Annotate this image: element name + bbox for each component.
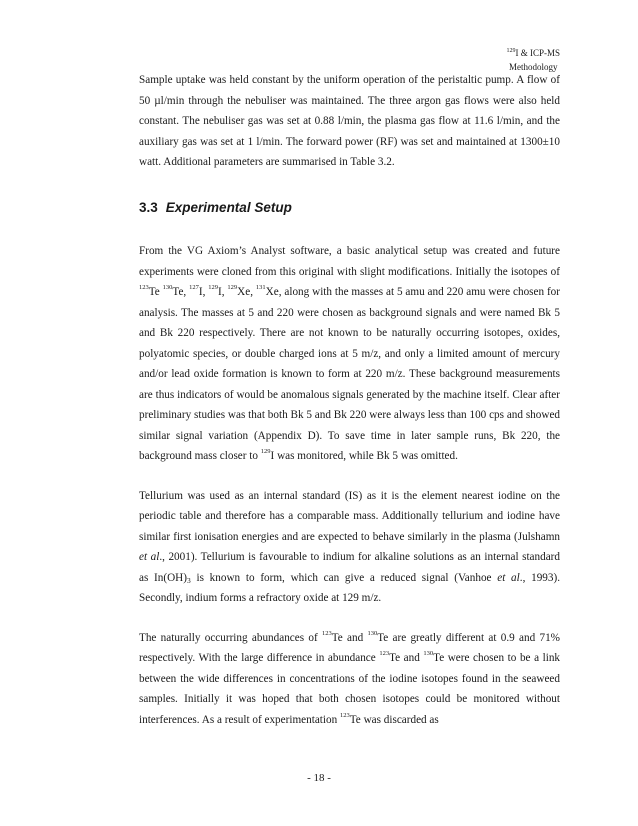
intro-paragraph: Sample uptake was held constant by the uniform operation of the peristaltic pump. A flow of 50 µl/min through the nebuliser was maintained. The three argon gas flows were also held constant. The nebuliser gas was set at 0.88 l/min, the plasma gas flow at 11.6 l/min, and the auxiliary gas was set at 1 l/min. The forward power (RF) was set and maintained at 1300±10 watt. Additional parameters are summarised in Table 3.2. [139,74,560,168]
page-number: - 18 - [307,772,331,784]
header-line-2: Methodology [508,62,558,72]
tellurium-paragraph: Tellurium was used as an internal standard (IS) as it is the element nearest iodine on the periodic table and therefore has a comparable mass. Additionally tellurium and iodine have similar first ionisation energies and are expected to behave similarly in the plasma (Julshamn et al., 2001). Tellurium is favourable to indium for alkaline solutions as an internal standard as $In(OH)_3$ is known to form, which can give a reduced signal (Vanhoe et al., 1993). Secondly, indium forms a refractory oxide at 129 m/z. [139,489,560,604]
header-line-1: $^{129}$I & ICP-MS [506,48,560,58]
intro-paragraph-block [139,70,560,192]
section-number: 3.3 [139,200,158,215]
section-title: Experimental Setup [165,200,292,215]
abundance-paragraph: The naturally occurring abundances of $^{123}$Te and $^{130}$Te are greatly different at 0.9 and 71% respectively. With the large difference in abundance $^{123}$Te and $^{130}$Te were chosen to be a link between the wide differences in concentrations of the iodine isotopes found in the seaweed samples. Initially it was hoped that both chosen isotopes could be monitored without interferences. As a result of experimentation $^{123}$Te was discarded as [139,629,561,726]
section-body [139,241,560,749]
setup-paragraph: From the VG Axiom’s Analyst software, a basic analytical setup was created and future experiments were cloned from this original with slight modifications. Initially the isotopes of $^{123}$Te $^{130}$Te, $^{127}$I, $^{129}$I, $^{129}$Xe, $^{131}$Xe, along with the masses at 5 amu and 220 amu were chosen for analysis. The masses at 5 and 220 were chosen as background signals and were named Bk 5 and Bk 220 respectively. There are not known to be naturally occurring isotopes, oxides, polyatomic species, or double charged ions at 5 m/z, and only a limited amount of mercury and/or lead oxide formation is known to form at 220 m/z. These background measurements are thus indicators of would be anomalous signals generated by the machine itself. Clear after preliminary studies was that both Bk 5 and Bk 220 were always less than 100 cps and showed similar signal variation (Appendix D). To save time in later sample runs, Bk 220, the background mass closer to $^{129}$I was monitored, while Bk 5 was omitted. [139,245,560,462]
section-heading [139,200,292,215]
